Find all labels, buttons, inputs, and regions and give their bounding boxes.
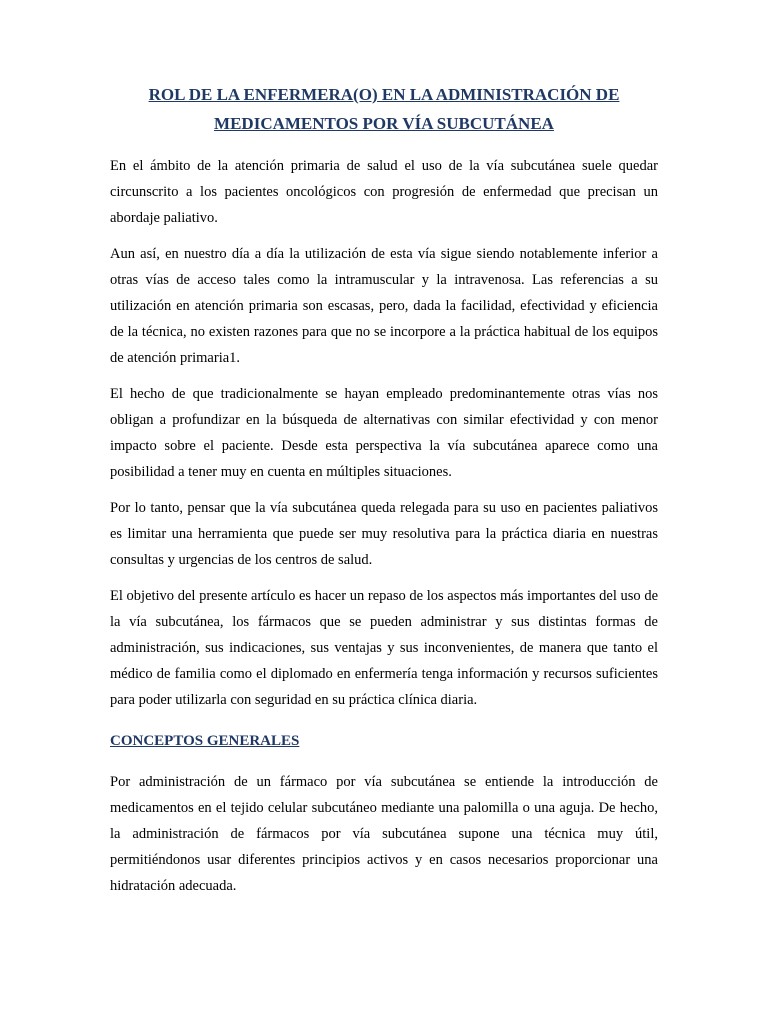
- document-title: [110, 80, 658, 138]
- paragraph-intro-4: Por lo tanto, pensar que la vía subcutánea queda relegada para su uso en pacientes paliativos es limitar una herramienta que puede ser muy resolutiva para la práctica diaria en nuestras consultas y urgencias de los centros de salud.: [110, 500, 658, 568]
- document-page: [110, 80, 658, 909]
- title-line-2: MEDICAMENTOS POR VÍA SUBCUTÁNEA: [214, 114, 554, 133]
- paragraph-intro-2: Aun así, en nuestro día a día la utilización de esta vía sigue siendo notablemente inferior a otras vías de acceso tales como la intramuscular y la intravenosa. Las referencias a su utilización en atención primaria son escasas, pero, dada la facilidad, efectividad y eficiencia de la técnica, no existen razones para que no se incorpore a la práctica habitual de los equipos de atención primaria1.: [110, 246, 658, 366]
- paragraph-section-1: Por administración de un fármaco por vía subcutánea se entiende la introducción de medicamentos en el tejido celular subcutáneo mediante una palomilla o una aguja. De hecho, la administración de fármacos por vía subcutánea supone una técnica muy útil, permitiéndonos usar diferentes principios activos y en casos necesarios proporcionar una hidratación adecuada.: [110, 774, 658, 894]
- paragraph-intro-5: El objetivo del presente artículo es hacer un repaso de los aspectos más importantes del uso de la vía subcutánea, los fármacos que se pueden administrar y sus distintas formas de administración, sus indicaciones, sus ventajas y sus inconvenientes, de manera que tanto el médico de familia como el diplomado en enfermería tenga información y recursos suficientes para poder utilizarla con seguridad en su práctica clínica diaria.: [110, 588, 658, 708]
- paragraph-intro-3: El hecho de que tradicionalmente se hayan empleado predominantemente otras vías nos obligan a profundizar en la búsqueda de alternativas con similar efectividad y con menor impacto sobre el paciente. Desde esta perspectiva la vía subcutánea aparece como una posibilidad a tener muy en cuenta en múltiples situaciones.: [110, 386, 658, 480]
- section-heading: CONCEPTOS GENERALES: [110, 733, 300, 749]
- paragraph-intro-1: En el ámbito de la atención primaria de salud el uso de la vía subcutánea suele quedar circunscrito a los pacientes oncológicos con progresión de enfermedad que precisan un abordaje paliativo.: [110, 158, 658, 226]
- title-line-1: ROL DE LA ENFERMERA(O) EN LA ADMINISTRACIÓN DE: [148, 85, 620, 104]
